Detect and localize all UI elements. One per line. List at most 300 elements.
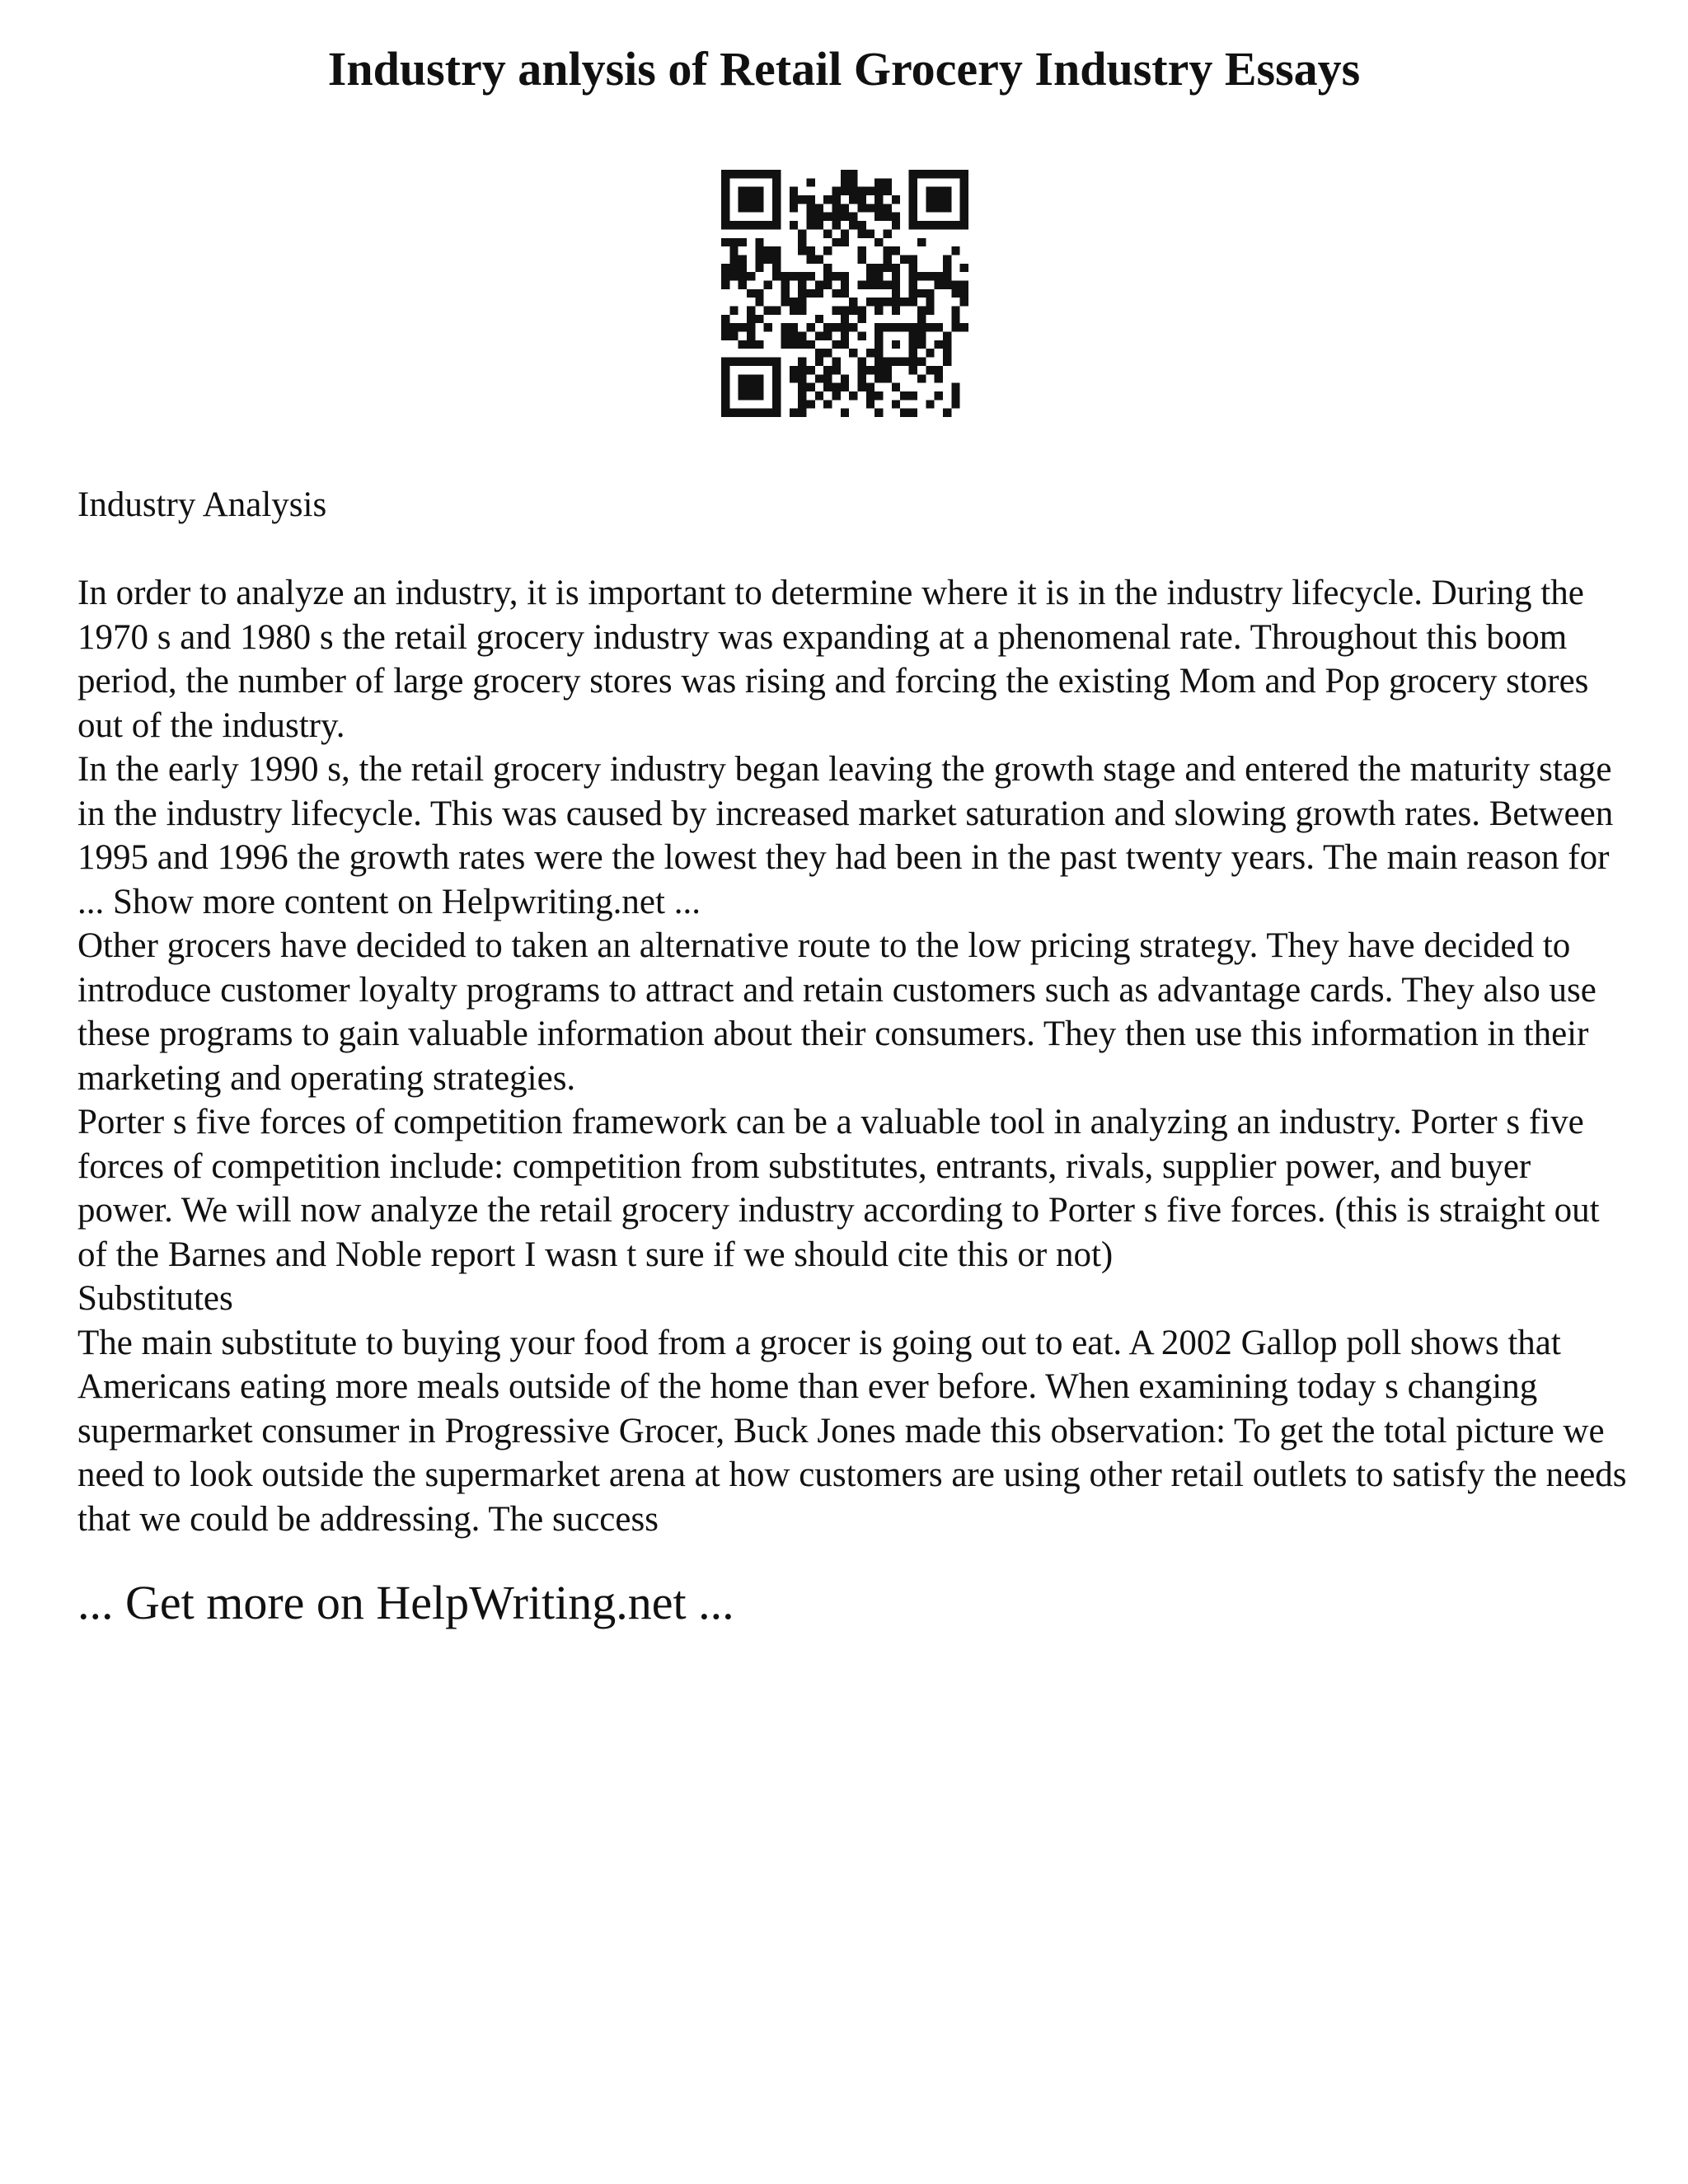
- qr-module: [790, 323, 798, 331]
- qr-module: [747, 289, 755, 298]
- qr-module: [874, 323, 883, 331]
- qr-module: [892, 195, 900, 204]
- qr-module: [772, 195, 781, 204]
- qr-module: [884, 366, 892, 374]
- qr-module: [747, 187, 755, 195]
- qr-module: [823, 213, 832, 221]
- qr-module: [866, 349, 874, 357]
- qr-module: [935, 280, 943, 288]
- document-title: Industry anlysis of Retail Grocery Industry Essays: [327, 42, 1361, 96]
- qr-module: [909, 358, 917, 366]
- qr-module: [815, 391, 823, 400]
- qr-module: [858, 280, 866, 288]
- qr-module: [866, 204, 874, 212]
- qr-module: [960, 195, 968, 204]
- qr-module: [892, 280, 900, 288]
- qr-module: [755, 246, 763, 255]
- qr-module: [823, 246, 832, 255]
- qr-module: [960, 204, 968, 212]
- qr-module: [892, 272, 900, 280]
- qr-module: [798, 383, 806, 391]
- qr-module: [884, 213, 892, 221]
- qr-module: [858, 195, 866, 204]
- qr-module: [909, 298, 917, 306]
- qr-module: [738, 221, 747, 229]
- qr-module: [909, 349, 917, 357]
- qr-module: [841, 374, 849, 382]
- qr-module: [951, 383, 959, 391]
- qr-module: [806, 246, 814, 255]
- qr-module: [917, 374, 926, 382]
- qr-module: [951, 246, 959, 255]
- qr-module: [729, 332, 738, 340]
- qr-module: [755, 195, 763, 204]
- qr-module: [841, 170, 849, 178]
- qr-module: [815, 213, 823, 221]
- qr-module: [790, 204, 798, 212]
- qr-module: [721, 238, 729, 246]
- qr-module: [721, 332, 729, 340]
- qr-module: [926, 195, 934, 204]
- qr-module: [798, 238, 806, 246]
- qr-module: [772, 374, 781, 382]
- qr-module: [960, 170, 968, 178]
- qr-module: [798, 391, 806, 400]
- qr-module: [900, 298, 908, 306]
- qr-module: [772, 366, 781, 374]
- qr-module: [823, 272, 832, 280]
- qr-module: [874, 178, 883, 186]
- qr-module: [849, 195, 857, 204]
- qr-module: [874, 280, 883, 288]
- qr-module: [832, 323, 840, 331]
- qr-module: [892, 246, 900, 255]
- qr-module: [849, 187, 857, 195]
- qr-module: [764, 221, 772, 229]
- qr-module: [721, 178, 729, 186]
- qr-module: [738, 255, 747, 263]
- qr-module: [943, 358, 951, 366]
- qr-module: [874, 195, 883, 204]
- qr-module: [866, 298, 874, 306]
- qr-module: [874, 238, 883, 246]
- qr-module: [884, 323, 892, 331]
- qr-module: [815, 255, 823, 263]
- qr-module: [772, 307, 781, 315]
- qr-module: [755, 374, 763, 382]
- qr-module: [790, 340, 798, 349]
- qr-module: [772, 221, 781, 229]
- qr-module: [772, 246, 781, 255]
- qr-module: [926, 221, 934, 229]
- qr-module: [738, 409, 747, 417]
- qr-module: [926, 187, 934, 195]
- qr-module: [729, 409, 738, 417]
- qr-module: [943, 170, 951, 178]
- qr-module: [943, 255, 951, 263]
- qr-module: [790, 332, 798, 340]
- qr-module: [790, 221, 798, 229]
- qr-module: [866, 366, 874, 374]
- qr-module: [747, 204, 755, 212]
- qr-module: [755, 238, 763, 246]
- qr-module: [909, 204, 917, 212]
- qr-module: [935, 204, 943, 212]
- qr-module: [798, 332, 806, 340]
- qr-module: [721, 170, 729, 178]
- qr-module: [900, 391, 908, 400]
- qr-module: [866, 391, 874, 400]
- qr-module: [951, 400, 959, 408]
- qr-module: [755, 409, 763, 417]
- qr-module: [815, 332, 823, 340]
- qr-module: [790, 307, 798, 315]
- qr-module: [806, 204, 814, 212]
- qr-module: [849, 323, 857, 331]
- qr-module: [823, 229, 832, 237]
- qr-module: [943, 409, 951, 417]
- qr-module: [951, 280, 959, 288]
- qr-module: [960, 280, 968, 288]
- qr-module: [892, 289, 900, 298]
- qr-module: [884, 255, 892, 263]
- qr-module: [858, 366, 866, 374]
- qr-module: [764, 307, 772, 315]
- qr-module: [806, 255, 814, 263]
- qr-module: [943, 221, 951, 229]
- qr-module: [866, 272, 874, 280]
- qr-module: [806, 289, 814, 298]
- qr-module: [909, 213, 917, 221]
- qr-module: [909, 187, 917, 195]
- qr-module: [943, 340, 951, 349]
- qr-module: [900, 409, 908, 417]
- qr-module: [909, 280, 917, 288]
- qr-module: [874, 213, 883, 221]
- qr-module: [858, 246, 866, 255]
- paragraph-lifecycle-intro: In order to analyze an industry, it is important to determine where it is in the industry lifecycle. During the 1970 s and 1980 s the retail grocery industry was expanding at a phenomenal rate. Throughout this boom period, the number of large grocery stores was rising and forcing the existing Mom and Pop grocery stores out of the industry.: [77, 574, 1589, 745]
- qr-module: [935, 187, 943, 195]
- qr-module: [841, 238, 849, 246]
- qr-module: [747, 323, 755, 331]
- qr-module: [892, 340, 900, 349]
- qr-module: [926, 204, 934, 212]
- qr-module: [790, 272, 798, 280]
- qr-module: [798, 409, 806, 417]
- qr-module: [909, 178, 917, 186]
- qr-module: [917, 238, 926, 246]
- qr-module: [943, 272, 951, 280]
- qr-module: [849, 221, 857, 229]
- qr-module: [841, 272, 849, 280]
- qr-module: [781, 298, 789, 306]
- qr-module: [815, 280, 823, 288]
- qr-module: [738, 391, 747, 400]
- qr-module: [960, 221, 968, 229]
- qr-module: [874, 298, 883, 306]
- qr-module: [772, 400, 781, 408]
- qr-module: [884, 264, 892, 272]
- qr-module: [935, 374, 943, 382]
- qr-module: [874, 340, 883, 349]
- qr-module: [866, 383, 874, 391]
- qr-module: [943, 349, 951, 357]
- qr-module: [781, 289, 789, 298]
- qr-module: [721, 195, 729, 204]
- qr-module: [832, 221, 840, 229]
- qr-module: [823, 264, 832, 272]
- qr-module: [738, 187, 747, 195]
- qr-module: [900, 323, 908, 331]
- paragraph-loyalty-programs: Other grocers have decided to taken an alternative route to the low pricing strategy. They have decided to introduce customer loyalty programs to attract and retain customers such as advantage cards. They also use these programs to gain valuable information about their consumers. They then use this information in their marketing and operating strategies.: [77, 926, 1597, 1098]
- qr-module: [900, 358, 908, 366]
- qr-module: [738, 323, 747, 331]
- qr-module: [951, 289, 959, 298]
- qr-module: [917, 340, 926, 349]
- qr-module: [926, 307, 934, 315]
- qr-module: [798, 340, 806, 349]
- qr-module: [806, 221, 814, 229]
- qr-module: [790, 374, 798, 382]
- qr-module: [729, 246, 738, 255]
- qr-module: [951, 391, 959, 400]
- qr-module: [943, 204, 951, 212]
- qr-module: [832, 187, 840, 195]
- qr-module: [874, 272, 883, 280]
- qr-module: [917, 358, 926, 366]
- subheading-substitutes: Substitutes: [77, 1279, 233, 1318]
- qr-module: [823, 383, 832, 391]
- qr-module: [832, 195, 840, 204]
- qr-module: [729, 307, 738, 315]
- qr-module: [858, 221, 866, 229]
- qr-module: [790, 409, 798, 417]
- qr-module: [738, 340, 747, 349]
- qr-module: [747, 383, 755, 391]
- qr-module: [729, 264, 738, 272]
- qr-module: [841, 307, 849, 315]
- qr-module: [781, 340, 789, 349]
- qr-module: [729, 221, 738, 229]
- qr-module: [926, 298, 934, 306]
- qr-module: [832, 366, 840, 374]
- qr-module: [772, 272, 781, 280]
- qr-module: [790, 187, 798, 195]
- qr-module: [926, 349, 934, 357]
- qr-module: [721, 272, 729, 280]
- qr-module: [823, 374, 832, 382]
- qr-module: [798, 289, 806, 298]
- qr-module: [832, 358, 840, 366]
- qr-module: [823, 332, 832, 340]
- qr-module: [755, 187, 763, 195]
- qr-module: [823, 195, 832, 204]
- qr-module: [917, 323, 926, 331]
- qr-module: [841, 340, 849, 349]
- qr-module: [858, 229, 866, 237]
- qr-module: [772, 178, 781, 186]
- qr-module: [909, 391, 917, 400]
- qr-module: [841, 315, 849, 323]
- qr-module: [884, 187, 892, 195]
- qr-module: [747, 409, 755, 417]
- qr-module: [755, 358, 763, 366]
- qr-module: [815, 315, 823, 323]
- qr-module: [772, 358, 781, 366]
- qr-module: [721, 280, 729, 288]
- qr-module: [849, 391, 857, 400]
- qr-module: [755, 289, 763, 298]
- qr-module: [884, 204, 892, 212]
- qr-module: [755, 170, 763, 178]
- qr-module: [951, 221, 959, 229]
- qr-module: [755, 298, 763, 306]
- qr-module: [926, 323, 934, 331]
- qr-module: [849, 298, 857, 306]
- qr-module: [951, 307, 959, 315]
- qr-module: [909, 340, 917, 349]
- qr-module: [747, 170, 755, 178]
- qr-module: [772, 391, 781, 400]
- qr-module: [738, 204, 747, 212]
- qr-module: [892, 358, 900, 366]
- qr-module: [815, 289, 823, 298]
- qr-code-icon: [721, 170, 968, 417]
- qr-module: [909, 221, 917, 229]
- qr-module: [935, 170, 943, 178]
- qr-module: [841, 213, 849, 221]
- qr-module: [738, 280, 747, 288]
- qr-module: [841, 289, 849, 298]
- qr-module: [764, 358, 772, 366]
- qr-module: [884, 358, 892, 366]
- qr-module: [755, 315, 763, 323]
- qr-module: [798, 298, 806, 306]
- qr-module: [790, 298, 798, 306]
- qr-module: [866, 264, 874, 272]
- qr-module: [892, 264, 900, 272]
- qr-module: [943, 195, 951, 204]
- qr-module: [823, 366, 832, 374]
- qr-module: [926, 366, 934, 374]
- qr-module: [798, 272, 806, 280]
- qr-module: [806, 323, 814, 331]
- qr-module: [721, 204, 729, 212]
- qr-module: [806, 400, 814, 408]
- qr-module: [747, 221, 755, 229]
- qr-module: [798, 280, 806, 288]
- qr-module: [841, 409, 849, 417]
- qr-module: [721, 409, 729, 417]
- qr-module: [866, 280, 874, 288]
- qr-module: [747, 332, 755, 340]
- get-more-link[interactable]: ... Get more on HelpWriting.net ...: [77, 1576, 734, 1629]
- qr-module: [798, 307, 806, 315]
- qr-module: [892, 400, 900, 408]
- qr-module: [790, 195, 798, 204]
- qr-module: [721, 213, 729, 221]
- qr-module: [892, 307, 900, 315]
- qr-module: [884, 280, 892, 288]
- qr-module: [738, 264, 747, 272]
- qr-module: [798, 366, 806, 374]
- qr-module: [755, 255, 763, 263]
- qr-module: [917, 221, 926, 229]
- qr-module: [721, 323, 729, 331]
- qr-module: [721, 374, 729, 382]
- qr-module: [738, 358, 747, 366]
- qr-module: [781, 323, 789, 331]
- qr-module: [909, 272, 917, 280]
- qr-module: [755, 383, 763, 391]
- qr-module: [721, 358, 729, 366]
- qr-module: [943, 332, 951, 340]
- qr-module: [943, 264, 951, 272]
- qr-module: [772, 213, 781, 221]
- qr-module: [832, 272, 840, 280]
- qr-module: [884, 298, 892, 306]
- qr-module: [755, 340, 763, 349]
- qr-module: [772, 383, 781, 391]
- qr-module: [764, 323, 772, 331]
- qr-module: [721, 187, 729, 195]
- qr-module: [832, 238, 840, 246]
- qr-module: [909, 366, 917, 374]
- qr-module: [738, 383, 747, 391]
- qr-module: [917, 332, 926, 340]
- qr-module: [841, 187, 849, 195]
- qr-module: [738, 170, 747, 178]
- qr-module: [806, 383, 814, 391]
- qr-module: [909, 255, 917, 263]
- qr-module: [721, 221, 729, 229]
- qr-module: [815, 374, 823, 382]
- qr-module: [960, 264, 968, 272]
- qr-module: [874, 204, 883, 212]
- qr-module: [832, 307, 840, 315]
- qr-module: [892, 298, 900, 306]
- qr-module: [866, 187, 874, 195]
- qr-module: [747, 340, 755, 349]
- qr-module: [721, 264, 729, 272]
- qr-module: [858, 255, 866, 263]
- qr-module: [764, 280, 772, 288]
- qr-module: [721, 391, 729, 400]
- qr-module: [858, 307, 866, 315]
- qr-module: [874, 358, 883, 366]
- qr-module: [884, 246, 892, 255]
- qr-module: [738, 374, 747, 382]
- qr-module: [806, 272, 814, 280]
- qr-module: [832, 213, 840, 221]
- qr-module: [764, 409, 772, 417]
- qr-module: [823, 349, 832, 357]
- qr-module: [884, 374, 892, 382]
- qr-module: [729, 323, 738, 331]
- qr-module: [926, 289, 934, 298]
- qr-module: [841, 204, 849, 212]
- qr-module: [729, 238, 738, 246]
- qr-module: [892, 221, 900, 229]
- qr-module: [755, 204, 763, 212]
- qr-module: [798, 229, 806, 237]
- body-text: [77, 571, 1627, 1541]
- qr-module: [909, 170, 917, 178]
- qr-module: [738, 195, 747, 204]
- qr-module: [841, 383, 849, 391]
- qr-module: [884, 178, 892, 186]
- qr-module: [874, 409, 883, 417]
